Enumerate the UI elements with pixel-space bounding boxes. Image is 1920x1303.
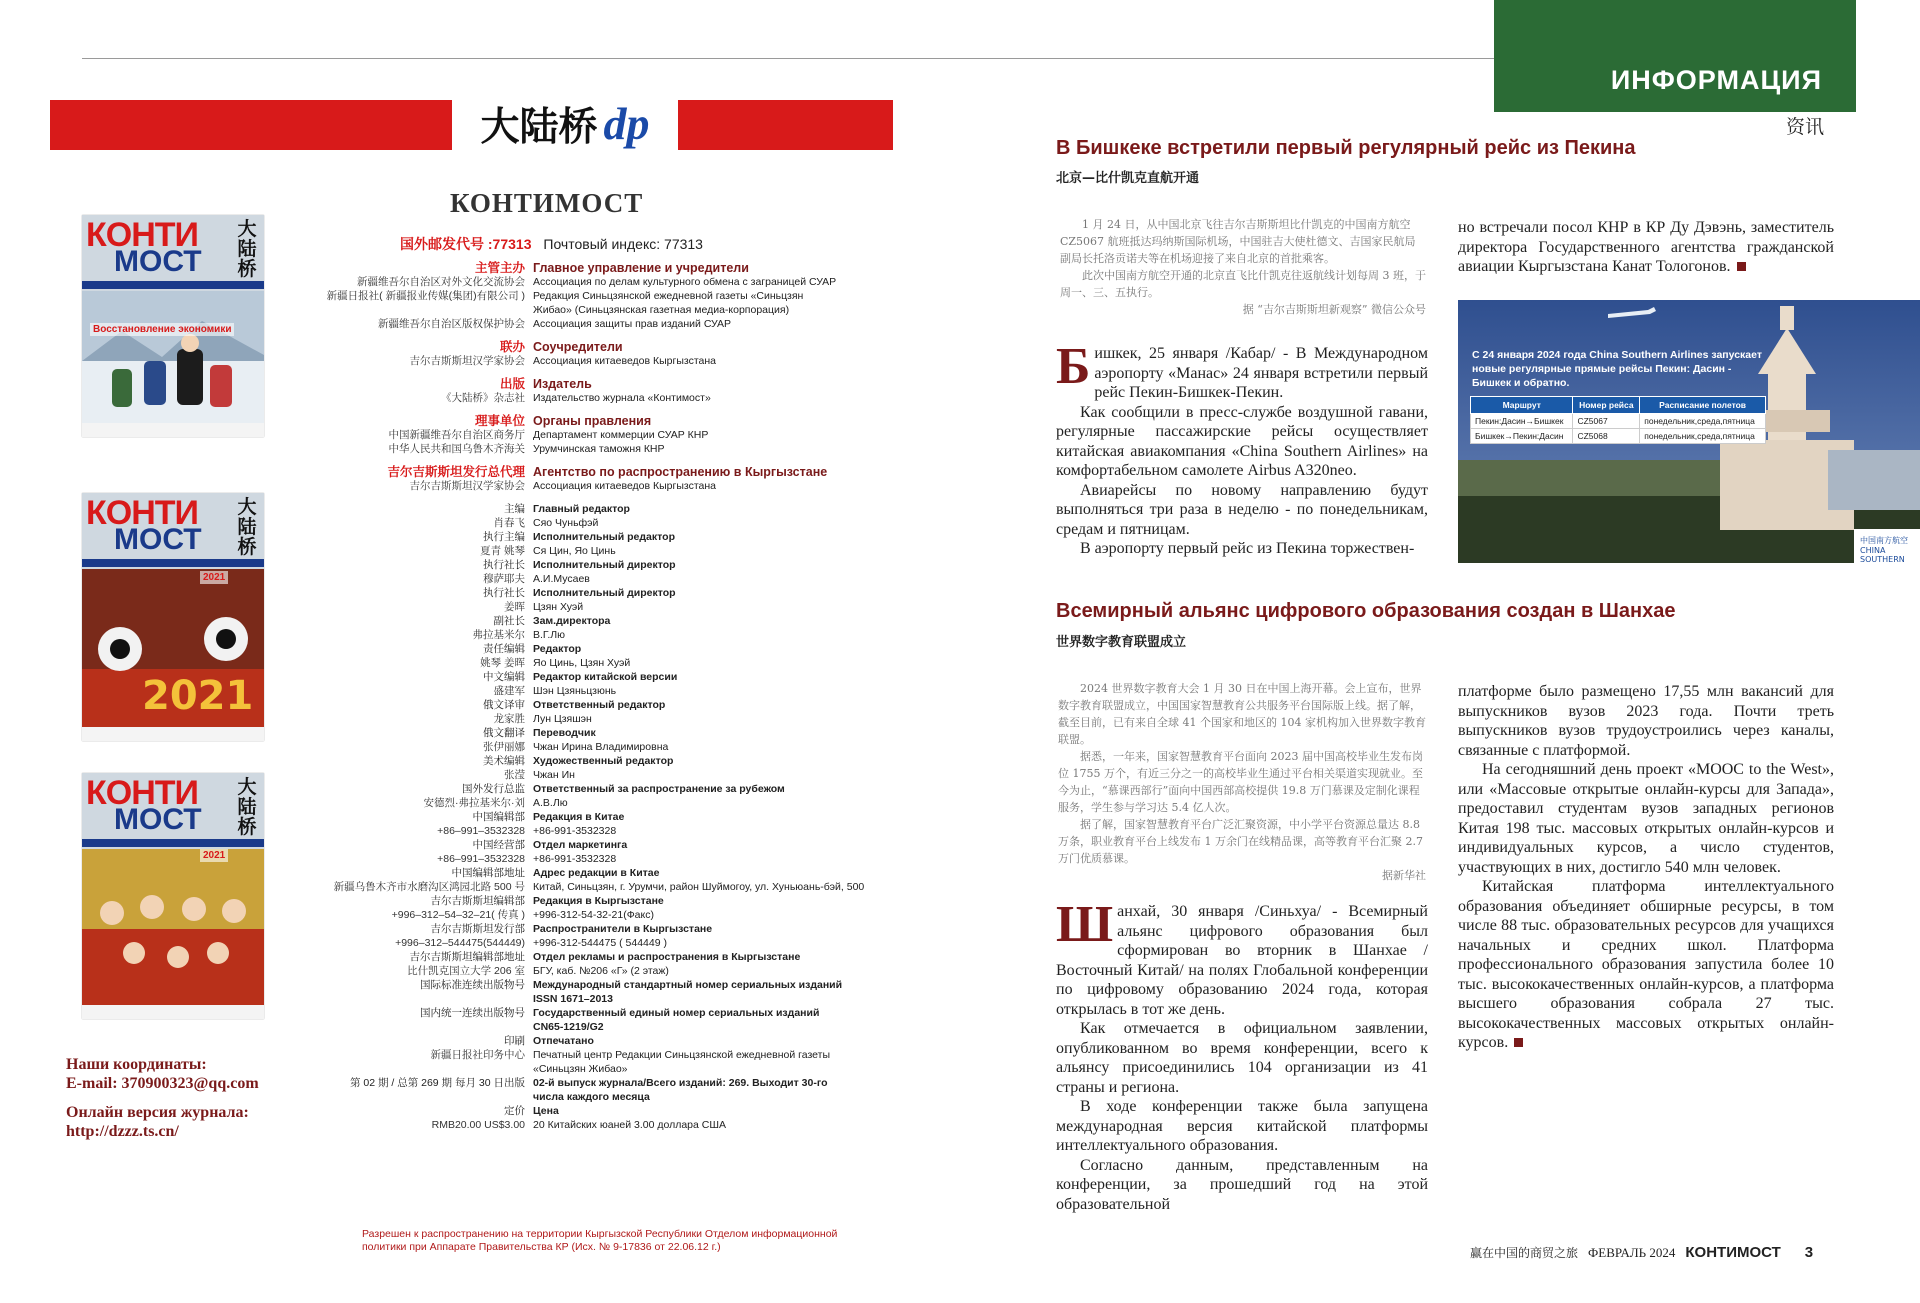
cover-title-cn: 大陆桥 xyxy=(237,776,257,838)
staff-row xyxy=(270,964,870,978)
staff-label-cn: 安德烈·弗拉基米尔·刘 xyxy=(423,797,525,809)
staff-gap xyxy=(270,368,870,377)
staff-label-ru: Адрес редакции в Китае xyxy=(533,867,660,879)
staff-row xyxy=(270,768,870,782)
staff-label-cn: RMB20.00 US$3.00 xyxy=(431,1119,525,1131)
cn-source: 据新华社 xyxy=(1382,869,1426,882)
staff-label-cn: 《大陆桥》杂志社 xyxy=(441,392,525,404)
staff-label-ru: Сяо Чуньфэй xyxy=(533,517,599,529)
staff-row xyxy=(270,782,870,796)
staff-row xyxy=(270,754,870,768)
cover-title-2: МОСТ xyxy=(114,803,202,836)
staff-gap xyxy=(270,456,870,465)
cover-title-cn: 大陆桥 xyxy=(237,496,257,558)
staff-label-ru: Художественный редактор xyxy=(533,755,674,767)
article-2-col2-p3: Китайская платформа интеллектуального образования объединяет обширные ресурсы, в том числе 88 тыс. образовательных ресурсов для учащихся начальных и средних школ. Платформа профессионального образования запустила более 10 тыс. высококачественных онлайн-курсов, а платформа высшего образования собрала 27 тыс. высококачественных массовых открытых онлайн-курсов. xyxy=(1458,878,1834,1051)
staff-label-cn: 主管主办 xyxy=(474,261,525,275)
staff-label-ru: Китай, Синьцзян, г. Урумчи, район Шуймогоу, ул. Хуньюань-бэй, 500 xyxy=(533,881,865,893)
table-row xyxy=(1471,414,1766,429)
staff-label-ru: Государственный единый номер сериальных изданий xyxy=(533,1007,820,1019)
staff-label-ru: Отдел маркетинга xyxy=(533,839,628,851)
staff-label-cn: 主编 xyxy=(504,503,525,515)
airline-promo-image xyxy=(1458,300,1920,563)
staff-label-ru: +996-312-54-32-21(Факс) xyxy=(533,909,654,921)
staff-row xyxy=(270,1118,870,1132)
staff-label-cn: 理事单位 xyxy=(474,414,525,428)
staff-label-ru: Урумчинская таможня КНР xyxy=(533,443,665,455)
staff-label-ru: Печатный центр Редакции Синьцзянской ежедневной газеты xyxy=(533,1049,831,1061)
staff-label-ru: В.Г.Лю xyxy=(533,629,566,641)
staff-label-cn: 国内统一连续出版物号 xyxy=(420,1007,525,1019)
staff-label-cn: 龙家胜 xyxy=(493,713,525,725)
staff-label-cn xyxy=(270,303,533,317)
staff-label-ru: Соучредители xyxy=(533,340,623,354)
staff-row xyxy=(270,303,870,317)
staff-row xyxy=(270,810,870,824)
staff-label-cn: 俄文译审 xyxy=(483,699,525,711)
staff-row xyxy=(270,1062,870,1076)
article-1-title-cn: 北京—比什凯克直航开通 xyxy=(1056,171,1200,186)
staff-label-ru: Ассоциация китаеведов Кыргызстана xyxy=(533,480,717,492)
cover-footer xyxy=(82,423,264,437)
masthead-title: КОНТИМОСТ xyxy=(450,188,644,218)
contacts-label: Наши координаты: xyxy=(66,1056,207,1073)
staff-label-ru: Редактор xyxy=(533,643,582,655)
article-2-body xyxy=(1056,896,1428,1214)
staff-row xyxy=(270,628,870,642)
staff-label-ru: Ответственный за распространение за рубежом xyxy=(533,783,785,795)
staff-label-cn: 比什凯克国立大学 206 室 xyxy=(407,965,525,977)
staff-row xyxy=(270,391,870,405)
staff-label-ru: Издатель xyxy=(533,377,592,391)
staff-label-ru: 02-й выпуск журнала/Всего изданий: 269. Выходит 30-го xyxy=(533,1077,828,1089)
staff-label-ru: Переводчик xyxy=(533,727,596,739)
staff-label-cn: 中国编辑部地址 xyxy=(451,867,525,879)
article-1-cn-summary xyxy=(1060,216,1426,318)
staff-label-cn: 定价 xyxy=(504,1105,525,1117)
staff-row xyxy=(270,936,870,950)
staff-label-cn: 穆萨耶夫 xyxy=(483,573,525,585)
footer-magazine: КОНТИМОСТ xyxy=(1685,1244,1781,1261)
cover-tag: 2021 xyxy=(200,849,228,862)
staff-label-cn: 联办 xyxy=(499,340,525,354)
online-version-link[interactable]: http://dzzz.ts.cn/ xyxy=(66,1123,179,1140)
staff-label-ru: Ассоциация защиты прав изданий СУАР xyxy=(533,318,732,330)
staff-label-cn: 盛建军 xyxy=(493,685,525,697)
cover-image xyxy=(82,215,264,437)
staff-label-ru: Агентство по распространению в Кыргызстане xyxy=(533,465,828,479)
section-title: ИНФОРМАЦИЯ xyxy=(1610,65,1822,95)
staff-label-cn: +996–312–54–32–21( 传真 ) xyxy=(391,909,525,921)
cover-photo xyxy=(82,569,264,729)
staff-label-cn: 俄文翻译 xyxy=(483,727,525,739)
contacts-block xyxy=(66,1055,259,1141)
staff-row xyxy=(270,354,870,368)
distribution-permit: Разрешен к распространению на территории Кыргызской Республики Отделом информационной политики при Аппарате Правительства КР (Исх. № 9-17836 от 22.06.12 г.) xyxy=(362,1228,838,1253)
staff-label-cn: 执行主编 xyxy=(483,531,525,543)
staff-label-ru: Жибао» (Синьцзянская газетная медиа-корпорация) xyxy=(533,304,790,316)
staff-gap xyxy=(270,493,870,502)
table-cell: Пекин:Дасин→Бишкек xyxy=(1471,414,1573,429)
staff-heading xyxy=(270,414,870,428)
article-1-p2: Как сообщили в пресс-службе воздушной гавани, регулярные пассажирские рейсы осуществляет китайская авиакомпания «China Southern Airlines» на комфортабельном самолете Airbus A320neo. xyxy=(1056,403,1428,479)
cover-image xyxy=(82,493,264,741)
staff-label-cn: +86–991–3532328 xyxy=(437,853,525,865)
table-header: Маршрут xyxy=(1471,397,1573,414)
staff-label-ru: Главный редактор xyxy=(533,503,630,515)
staff-label-ru: ISSN 1671–2013 xyxy=(533,993,613,1005)
staff-label-ru: Яо Цинь, Цзян Хуэй xyxy=(533,657,631,669)
drop-cap: Б xyxy=(1056,338,1091,395)
staff-label-ru: Главное управление и учредители xyxy=(533,261,749,275)
table-cell: Бишкек→Пекин:Дасин xyxy=(1471,429,1573,444)
cover-title-2: МОСТ xyxy=(114,245,202,278)
staff-row xyxy=(270,530,870,544)
staff-label-ru: Ответственный редактор xyxy=(533,699,666,711)
staff-label-cn: 吉尔吉斯斯坦汉学家协会 xyxy=(409,480,525,492)
staff-row xyxy=(270,796,870,810)
cover-strip xyxy=(82,281,264,289)
page-footer xyxy=(1470,1244,1813,1261)
table-row xyxy=(1471,429,1766,444)
staff-row xyxy=(270,852,870,866)
staff-label-cn: 姜晖 xyxy=(504,601,525,613)
table-cell: понедельник,среда,пятница xyxy=(1640,414,1766,429)
cover-image xyxy=(82,773,264,1019)
magazine-logo xyxy=(452,95,678,153)
cover-footer xyxy=(82,727,264,741)
cover-strip xyxy=(82,839,264,847)
cover-title-1: КОНТИ xyxy=(86,494,198,532)
staff-label-cn: 新疆乌鲁木齐市水磨沟区鸿园北路 500 号 xyxy=(333,881,525,893)
staff-label-ru: Шэн Цзяньцзюнь xyxy=(533,685,617,697)
article-2-lead: анхай, 30 января /Синьхуа/ - Всемирный альянс цифрового образования был сформирован во вторник в Шанхае /Восточный Китай/ на полях Глобальной конференции по цифровому образованию 2024 года, которая открылась в тот же день. xyxy=(1056,903,1428,1018)
footer-slogan-cn: 赢在中国的商贸之旅 xyxy=(1470,1246,1579,1260)
article-1-title: В Бишкеке встретили первый регулярный рейс из Пекина xyxy=(1056,137,1636,159)
top-rule xyxy=(82,58,1494,59)
staff-label-ru: Цзян Хуэй xyxy=(533,601,584,613)
cn-paragraph: 据悉，一年来，国家智慧教育平台面向 2023 届中国高校毕业生发布岗位 1755 万个，有近三分之一的高校毕业生通过平台相关渠道实现就业。至今为止，“慕课西部行”面向中国西部高校提供 19.8 万门慕课及定制化课程服务，学生参与学习达 5.4 亿人次。 xyxy=(1058,750,1423,814)
table-header: Номер рейса xyxy=(1573,397,1640,414)
staff-row xyxy=(270,824,870,838)
staff-label-cn: 印刷 xyxy=(504,1035,525,1047)
staff-row xyxy=(270,558,870,572)
staff-row xyxy=(270,1090,870,1104)
staff-label-cn: 吉尔吉斯斯坦编辑部地址 xyxy=(409,951,525,963)
staff-row xyxy=(270,1020,870,1034)
staff-row xyxy=(270,317,870,331)
staff-heading xyxy=(270,261,870,275)
article-2-title: Всемирный альянс цифрового образования создан в Шанхае xyxy=(1056,600,1676,622)
cover-tag: 2021 xyxy=(200,571,228,584)
section-title-cn: 资讯 xyxy=(1785,116,1824,138)
staff-label-cn: 美术编辑 xyxy=(483,755,525,767)
staff-row xyxy=(270,908,870,922)
page-number: 3 xyxy=(1804,1244,1814,1261)
staff-label-cn xyxy=(270,1062,533,1076)
article-2-col2-p1: платформе было размещено 17,55 млн вакансий для выпускников вузов 2023 года. Почти треть выпускников вузов трудоустроились через каналы, связанные с платформой. xyxy=(1458,683,1834,759)
staff-heading xyxy=(270,465,870,479)
staff-label-ru: А.И.Мусаев xyxy=(533,573,590,585)
staff-label-cn xyxy=(270,1020,533,1034)
end-mark xyxy=(1737,262,1746,271)
staff-label-cn: 弗拉基米尔 xyxy=(472,629,525,641)
drop-cap: Ш xyxy=(1056,896,1114,953)
staff-label-cn: 吉尔吉斯斯坦发行总代理 xyxy=(387,465,525,479)
staff-row xyxy=(270,656,870,670)
logo-cn: 大陆桥 xyxy=(480,105,598,150)
staff-label-cn: +996–312–544475(544449) xyxy=(395,937,525,949)
staff-label-cn: 中文编辑 xyxy=(483,671,525,683)
staff-label-cn: 张伊丽娜 xyxy=(483,741,525,753)
staff-label-cn: 夏青 姚琴 xyxy=(480,545,525,557)
staff-row xyxy=(270,1034,870,1048)
cn-paragraph: 2024 世界数字教育大会 1 月 30 日在中国上海开幕。会上宣布，世界数字教育联盟成立，中国国家智慧教育公共服务平台国际版上线。据了解，截至目前，已有来自全球 41 个国家和地区的 104 家机构加入世界数字教育联盟。 xyxy=(1058,682,1426,746)
staff-label-cn xyxy=(270,992,533,1006)
promo-title: С 24 января 2024 года China Southern Airlines запускает новые регулярные прямые рейсы Пекин: Дасин - Бишкек и обратно. xyxy=(1472,349,1762,389)
staff-label-ru: Издательство журнала «Контимост» xyxy=(533,392,711,404)
online-version-label: Онлайн версия журнала: xyxy=(66,1104,249,1121)
staff-label-ru: «Синьцзян Жибао» xyxy=(533,1063,628,1075)
staff-label-ru: Цена xyxy=(533,1105,559,1117)
staff-label-ru: Исполнительный директор xyxy=(533,559,676,571)
staff-label-cn: 中国新疆维吾尔自治区商务厅 xyxy=(388,429,525,441)
article-2-p2: Как отмечается в официальном заявлении, опубликованном во время конференции, всего к альянсу присоединились 104 организации из 41 страны и региона. xyxy=(1056,1020,1428,1096)
article-1-lead: ишкек, 25 января /Кабар/ - В Международном аэропорту «Манас» 24 января встретили первый рейс Пекин-Бишкек-Пекин. xyxy=(1094,345,1428,401)
staff-row xyxy=(270,894,870,908)
staff-label-ru: Лун Цзяшэн xyxy=(533,713,592,725)
staff-row xyxy=(270,516,870,530)
staff-label-ru: числа каждого месяца xyxy=(533,1091,650,1103)
cover-photo xyxy=(82,849,264,1009)
cn-paragraph: 据了解，国家智慧教育平台广泛汇聚资源，中小学平台资源总量达 8.8 万条，职业教育平台上线发布 1 万余门在线精品课，高等教育平台汇聚 2.7 万门优质慕课。 xyxy=(1058,818,1423,865)
staff-row xyxy=(270,572,870,586)
staff-label-cn: 第 02 期 / 总第 269 期 每月 30 日出版 xyxy=(349,1077,525,1089)
staff-row xyxy=(270,428,870,442)
article-1-p4: В аэропорту первый рейс из Пекина торжествен- xyxy=(1080,540,1415,557)
staff-label-ru: Чжан Ирина Владимировна xyxy=(533,741,669,753)
staff-label-ru: Исполнительный директор xyxy=(533,587,676,599)
staff-row xyxy=(270,642,870,656)
article-1-p3: Авиарейсы по новому направлению будут выполняться три раза в неделю - по понедельникам, средам и пятницам. xyxy=(1056,481,1428,538)
staff-row xyxy=(270,978,870,992)
staff-label-cn: 新疆日报社印务中心 xyxy=(430,1049,525,1061)
staff-label-cn xyxy=(270,1090,533,1104)
staff-heading xyxy=(270,377,870,391)
staff-label-ru: Департамент коммерции СУАР КНР xyxy=(533,429,709,441)
staff-row xyxy=(270,600,870,614)
staff-label-cn: 吉尔吉斯斯坦编辑部 xyxy=(430,895,525,907)
staff-row xyxy=(270,1104,870,1118)
staff-label-ru: Ся Цин, Яо Цинь xyxy=(533,545,616,557)
staff-label-cn: 张滢 xyxy=(504,769,525,781)
staff-label-ru: А.В.Лю xyxy=(533,797,568,809)
cover-photo xyxy=(82,291,264,423)
staff-label-cn: 中国编辑部 xyxy=(472,811,525,823)
staff-row xyxy=(270,698,870,712)
cn-source: 据 “吉尔吉斯斯坦新观察” 微信公众号 xyxy=(1242,303,1426,316)
staff-label-cn: +86–991–3532328 xyxy=(437,825,525,837)
staff-row xyxy=(270,726,870,740)
postal-index-ru: Почтовый индекс: 77313 xyxy=(543,236,703,252)
staff-label-ru: Отпечатано xyxy=(533,1035,594,1047)
staff-gap xyxy=(270,405,870,414)
cover-title-1: КОНТИ xyxy=(86,216,198,254)
staff-label-ru: БГУ, каб. №206 «Г» (2 этаж) xyxy=(533,965,669,977)
staff-gap xyxy=(270,331,870,340)
staff-label-cn: 肖春飞 xyxy=(493,517,525,529)
cn-paragraph: 此次中国南方航空开通的北京直飞比什凯克往返航线计划每周 3 班，于周一、三、五执行。 xyxy=(1060,269,1426,299)
article-1-col2-text: но встречали посол КНР в КР Ду Дэвэнь, заместитель директора Государственного агентства гражданской авиации Кыргызстана Канат Тологонов. xyxy=(1458,219,1834,275)
staff-label-ru: CN65-1219/G2 xyxy=(533,1021,604,1033)
staff-label-cn: 国际标准连续出版物号 xyxy=(420,979,525,991)
staff-row xyxy=(270,275,870,289)
staff-row xyxy=(270,922,870,936)
staff-label-ru: Ассоциация по делам культурного обмена с заграницей СУАР xyxy=(533,276,837,288)
staff-row xyxy=(270,502,870,516)
staff-row xyxy=(270,950,870,964)
staff-row xyxy=(270,838,870,852)
staff-label-cn: 副社长 xyxy=(493,615,525,627)
article-2-p4: Согласно данным, представленным на конференции, за прошедший год на этой образовательной xyxy=(1056,1156,1428,1213)
staff-label-cn: 新疆日报社( 新疆报业传媒(集团)有限公司 ) xyxy=(326,290,525,302)
table-header: Расписание полетов xyxy=(1640,397,1766,414)
staff-label-cn: 姚琴 姜晖 xyxy=(480,657,525,669)
svg-text:2021: 2021 xyxy=(142,673,254,719)
cover-tag: Восстановление экономики xyxy=(90,323,234,336)
staff-row xyxy=(270,992,870,1006)
section-header xyxy=(1494,0,1856,112)
staff-label-cn: 出版 xyxy=(499,377,525,391)
staff-label-cn: 执行社长 xyxy=(483,559,525,571)
staff-label-cn: 责任编辑 xyxy=(483,643,525,655)
staff-row xyxy=(270,880,870,894)
staff-label-ru: Редакция Синьцзянской ежедневной газеты «Синьцзян xyxy=(533,290,804,302)
cover-footer xyxy=(82,1005,264,1019)
staff-label-ru: Зам.директора xyxy=(533,615,611,627)
end-mark xyxy=(1514,1038,1523,1047)
article-2-title-cn: 世界数字教育联盟成立 xyxy=(1056,635,1187,650)
cover-title-1: КОНТИ xyxy=(86,774,198,812)
staff-label-ru: Ассоциация китаеведов Кыргызстана xyxy=(533,355,717,367)
staff-label-cn: 中华人民共和国乌鲁木齐海关 xyxy=(388,443,525,455)
staff-label-ru: Редакция в Кыргызстане xyxy=(533,895,664,907)
contacts-email[interactable]: E-mail: 370900323@qq.com xyxy=(66,1075,259,1092)
editorial-staff-list xyxy=(270,261,870,1132)
table-cell: понедельник,среда,пятница xyxy=(1640,429,1766,444)
staff-label-ru: +86-991-3532328 xyxy=(533,825,617,837)
staff-label-cn: 执行社长 xyxy=(483,587,525,599)
postal-index xyxy=(400,234,703,255)
staff-row xyxy=(270,866,870,880)
article-1-body xyxy=(1056,338,1428,559)
staff-label-ru: Отдел рекламы и распространения в Кыргызстане xyxy=(533,951,801,963)
article-2-p3: В ходе конференции также была запущена международная версия китайской платформы интеллектуального образования. xyxy=(1056,1098,1428,1154)
staff-row xyxy=(270,1076,870,1090)
staff-label-ru: Редактор китайской версии xyxy=(533,671,678,683)
staff-row xyxy=(270,1006,870,1020)
staff-label-ru: Исполнительный редактор xyxy=(533,531,675,543)
staff-row xyxy=(270,670,870,684)
staff-label-cn: 新疆维吾尔自治区版权保护协会 xyxy=(378,318,525,330)
staff-heading xyxy=(270,340,870,354)
staff-label-cn: 吉尔吉斯斯坦汉学家协会 xyxy=(409,355,525,367)
staff-label-ru: Редакция в Китае xyxy=(533,811,625,823)
cover-strip xyxy=(82,559,264,567)
staff-row xyxy=(270,614,870,628)
staff-label-ru: Органы правления xyxy=(533,414,652,428)
staff-label-ru: Чжан Ин xyxy=(533,769,575,781)
table-cell: CZ5067 xyxy=(1573,414,1640,429)
staff-label-cn: 吉尔吉斯斯坦发行部 xyxy=(430,923,525,935)
cover-title-cn: 大陆桥 xyxy=(237,218,257,280)
cn-paragraph: 1 月 24 日，从中国北京飞往吉尔吉斯斯坦比什凯克的中国南方航空 CZ5067 航班抵达玛纳斯国际机场，中国驻吉大使杜德文、吉国家民航局副局长托洛贡诺夫等在机场迎接了来自北京的首批乘客。 xyxy=(1060,218,1416,265)
flight-schedule-table xyxy=(1470,396,1766,444)
staff-row xyxy=(270,740,870,754)
cover-title-2: МОСТ xyxy=(114,523,202,556)
staff-row xyxy=(270,442,870,456)
article-2-cn-summary xyxy=(1058,680,1426,884)
postal-index-cn: 国外邮发代号 :77313 xyxy=(400,236,532,252)
staff-label-ru: 20 Китайских юаней 3.00 доллара США xyxy=(533,1119,726,1131)
staff-row xyxy=(270,712,870,726)
airline-logo: 中国南方航空 CHINA SOUTHERN xyxy=(1854,529,1920,563)
article-1-col2 xyxy=(1458,218,1834,277)
logo-dp: dp xyxy=(603,98,650,149)
staff-row xyxy=(270,586,870,600)
footer-issue: ФЕВРАЛЬ 2024 xyxy=(1588,1245,1676,1260)
article-2-col2 xyxy=(1458,682,1834,1053)
staff-label-ru: +86-991-3532328 xyxy=(533,853,617,865)
article-2-col2-p2: На сегодняшний день проект «MOOC to the West», или «Массовые открытые онлайн-курсы для Запада», предоставил студентам вузов западных регионов Китая 198 тыс. массовых открытых онлайн-курсов и индивидуальных курсов, а число студентов, участвующих в них, достигло 540 млн человек. xyxy=(1458,761,1834,876)
staff-label-cn: 中国经营部 xyxy=(472,839,525,851)
table-cell: CZ5068 xyxy=(1573,429,1640,444)
staff-label-cn: 新疆维吾尔自治区对外文化交流协会 xyxy=(357,276,525,288)
staff-label-ru: +996-312-544475 ( 544449 ) xyxy=(533,937,667,949)
staff-row xyxy=(270,1048,870,1062)
staff-label-ru: Международный стандартный номер сериальных изданий xyxy=(533,979,843,991)
staff-label-cn: 国外发行总监 xyxy=(462,783,525,795)
staff-row xyxy=(270,479,870,493)
staff-row xyxy=(270,289,870,303)
staff-row xyxy=(270,684,870,698)
staff-row xyxy=(270,544,870,558)
staff-label-ru: Распространители в Кыргызстане xyxy=(533,923,713,935)
